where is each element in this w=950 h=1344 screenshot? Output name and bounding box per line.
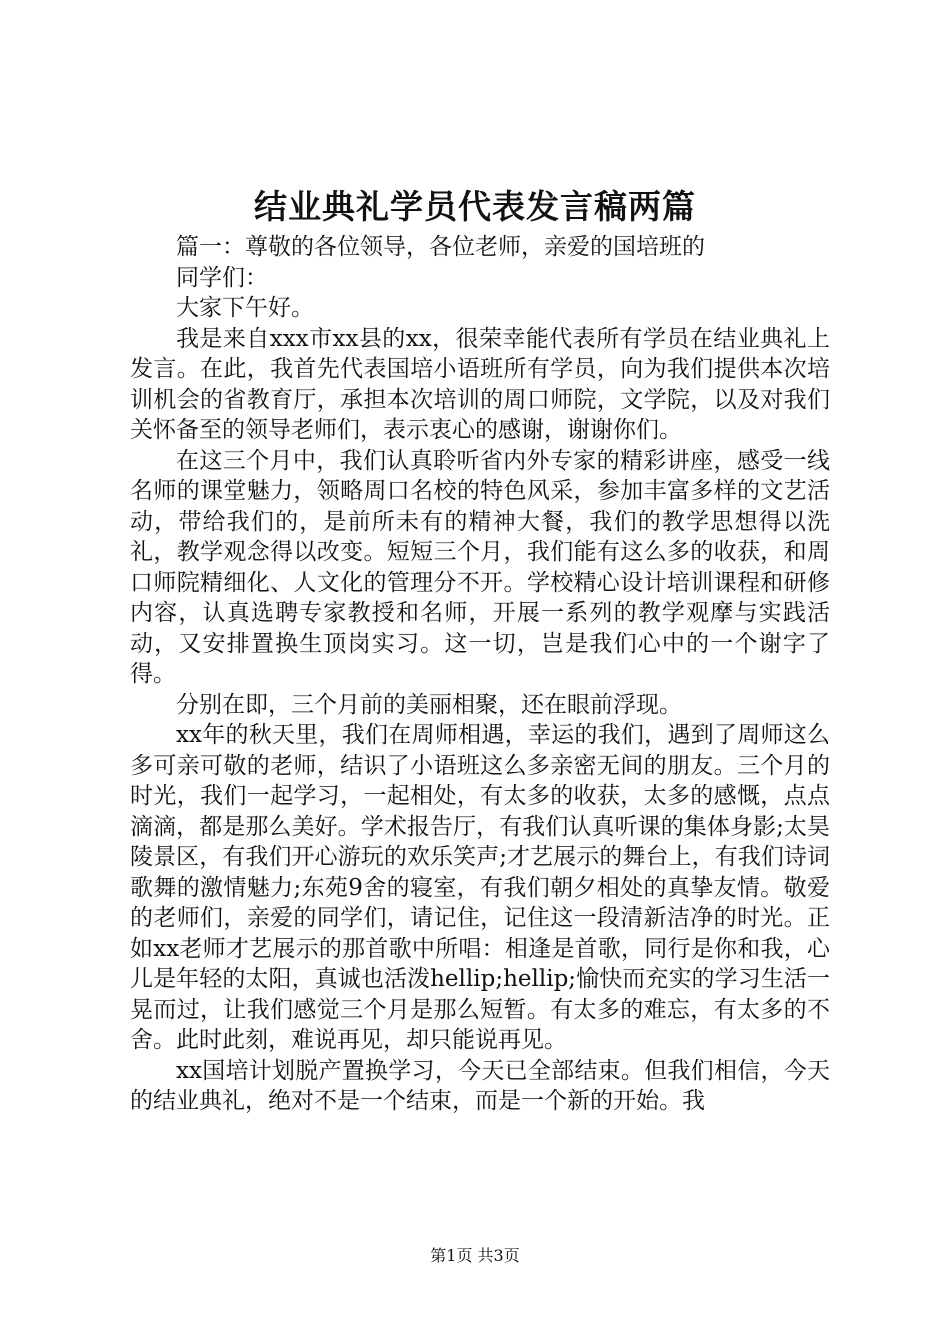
- paragraph: 我是来自xxx市xx县的xx，很荣幸能代表所有学员在结业典礼上发言。在此，我首先代表国培小语班所有学员，向为我们提供本次培训机会的省教育厅，承担本次培训的周口师院，文学院，以及对我们关怀备至的领导老师们，表示衷心的感谢，谢谢你们。: [130, 325, 830, 443]
- document-title: 结业典礼学员代表发言稿两篇: [254, 187, 696, 226]
- document-body: [130, 232, 830, 1117]
- paragraph: xx年的秋天里，我们在周师相遇，幸运的我们，遇到了周师这么多可亲可敬的老师，结识了小语班这么多亲密无间的朋友。三个月的时光，我们一起学习，一起相处，有太多的收获，太多的感慨，点点滴滴，都是那么美好。学术报告厅，有我们认真听课的集体身影;太昊陵景区，有我们开心游玩的欢乐笑声;才艺展示的舞台上，有我们诗词歌舞的激情魅力;东苑9舍的寝室，有我们朝夕相处的真挚友情。敬爱的老师们，亲爱的同学们，请记住，记住这一段清新洁净的时光。正如xx老师才艺展示的那首歌中所唱：相逢是首歌，同行是你和我，心儿是年轻的太阳，真诚也活泼hellip;hellip;愉快而充实的学习生活一晃而过，让我们感觉三个月是那么短暂。有太多的难忘，有太多的不舍。此时此刻，难说再见，却只能说再见。: [130, 722, 830, 1053]
- paragraph: 在这三个月中，我们认真聆听省内外专家的精彩讲座，感受一线名师的课堂魅力，领略周口名校的特色风采，参加丰富多样的文艺活动，带给我们的，是前所未有的精神大餐，我们的教学思想得以洗礼，教学观念得以改变。短短三个月，我们能有这么多的收获，和周口师院精细化、人文化的管理分不开。学校精心设计培训课程和研修内容，认真选聘专家教授和名师，开展一系列的教学观摩与实践活动，又安排置换生顶岗实习。这一切，岂是我们心中的一个谢字了得。: [130, 447, 830, 687]
- paragraph: 分别在即，三个月前的美丽相聚，还在眼前浮现。: [176, 691, 682, 718]
- paragraph: 大家下午好。: [176, 295, 314, 321]
- paragraph: 篇一：尊敬的各位领导，各位老师，亲爱的国培班的: [176, 234, 705, 260]
- page-number-footer: 第1页 共3页: [430, 1246, 520, 1265]
- paragraph: 同学们：: [176, 264, 268, 291]
- paragraph: xx国培计划脱产置换学习，今天已全部结束。但我们相信，今天的结业典礼，绝对不是一个结束，而是一个新的开始。我: [130, 1057, 830, 1114]
